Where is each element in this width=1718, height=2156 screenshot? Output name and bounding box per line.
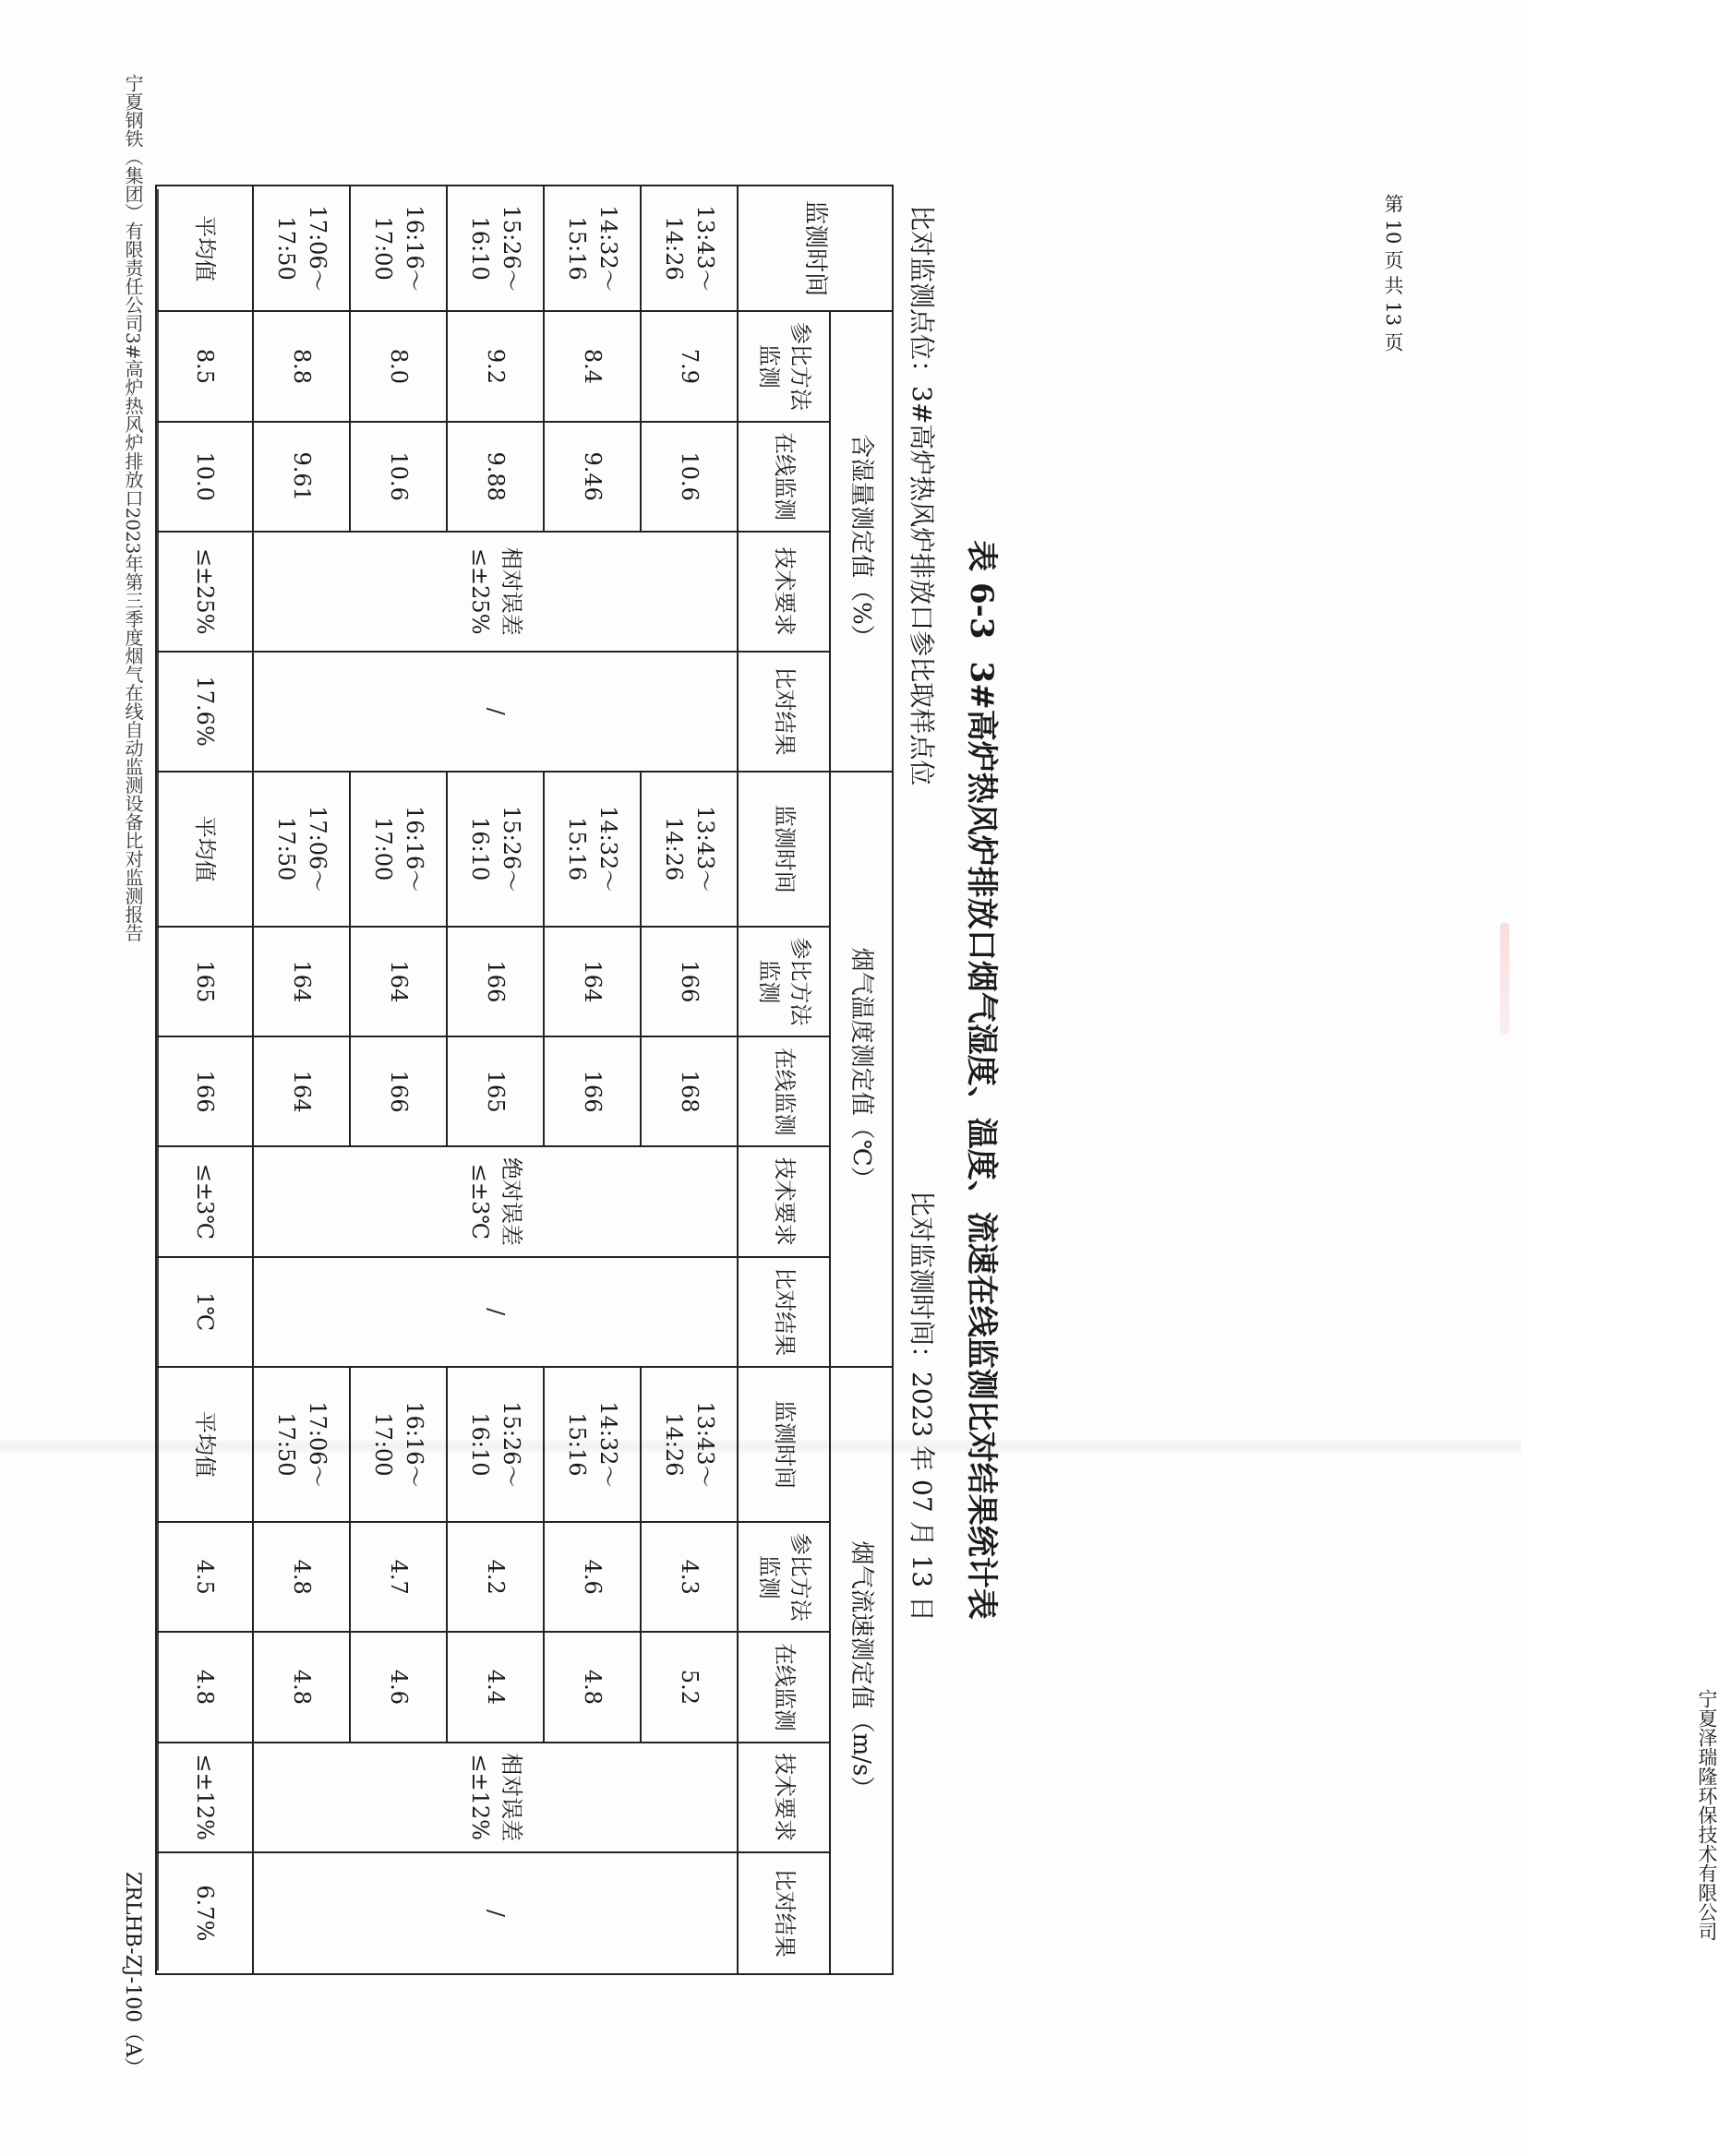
cell-time: 13:43～14:26 <box>641 186 738 311</box>
monitoring-date: 比对监测时间：2023 年 07 月 13 日 <box>907 1191 937 1623</box>
cell-v-online: 4.8 <box>544 1632 641 1742</box>
cell-m-ref: 8.4 <box>544 311 641 421</box>
monitoring-location: 比对监测点位：3#高炉热风炉排放口参比取样点位 <box>907 205 937 786</box>
cell-avg-m-online: 10.0 <box>156 422 253 532</box>
cell-time: 14:32～15:16 <box>544 186 641 311</box>
cell-avg-m-result: 17.6% <box>156 652 253 772</box>
cell-m-result: / <box>253 652 738 772</box>
caption-number: 表 6-3 <box>963 540 1000 640</box>
table-caption <box>949 185 1014 1975</box>
col-t-time: 监测时间 <box>738 772 830 927</box>
table-row <box>641 186 738 1974</box>
cell-t-time: 16:16～17:00 <box>350 772 447 927</box>
cell-t-online: 165 <box>447 1036 544 1146</box>
table-info <box>894 185 949 1975</box>
comparison-table <box>155 185 894 1975</box>
cell-avg-v-ref: 4.5 <box>156 1522 253 1632</box>
report-title: 宁夏钢铁（集团）有限责任公司3#高炉热风炉排放口2023年第三季度烟气在线自动监测设备比对监测报告 <box>122 74 144 942</box>
group-velocity: 烟气流速测定值（m/s） <box>830 1367 893 1974</box>
cell-t-online: 168 <box>641 1036 738 1146</box>
cell-m-ref: 8.8 <box>253 311 350 421</box>
col-v-online: 在线监测 <box>738 1632 830 1742</box>
cell-v-ref: 4.7 <box>350 1522 447 1632</box>
col-v-ref: 参比方法监测 <box>738 1522 830 1632</box>
cell-avg-t-result: 1℃ <box>156 1257 253 1367</box>
cell-time: 17:06～17:50 <box>253 186 350 311</box>
cell-t-online: 166 <box>544 1036 641 1146</box>
cell-m-ref: 9.2 <box>447 311 544 421</box>
cell-avg-t-req: ≤±3℃ <box>156 1146 253 1256</box>
col-t-online: 在线监测 <box>738 1036 830 1146</box>
cell-t-time: 17:06～17:50 <box>253 772 350 927</box>
cell-avg-m-ref: 8.5 <box>156 311 253 421</box>
cell-avg-t-online: 166 <box>156 1036 253 1146</box>
cell-v-time: 16:16～17:00 <box>350 1367 447 1522</box>
col-t-ref: 参比方法监测 <box>738 927 830 1036</box>
stamp-mark <box>1500 923 1509 1034</box>
col-m-result: 比对结果 <box>738 652 830 772</box>
col-m-req: 技术要求 <box>738 532 830 652</box>
cell-t-ref: 166 <box>641 927 738 1036</box>
table-row <box>544 186 641 1974</box>
cell-avg-t-ref: 165 <box>156 927 253 1036</box>
table-row <box>350 186 447 1974</box>
footer-page-number: 第 10 页 共 13 页 <box>1382 194 1404 352</box>
group-moisture: 含湿量测定值（%） <box>830 311 893 771</box>
cell-avg-v-result: 6.7% <box>156 1852 253 1974</box>
col-m-online: 在线监测 <box>738 422 830 532</box>
cell-m-online: 9.88 <box>447 422 544 532</box>
cell-v-time: 13:43～14:26 <box>641 1367 738 1522</box>
cell-avg-t-label: 平均值 <box>156 772 253 927</box>
cell-t-ref: 164 <box>253 927 350 1036</box>
cell-v-online: 4.6 <box>350 1632 447 1742</box>
cell-t-online: 164 <box>253 1036 350 1146</box>
cell-m-online: 10.6 <box>641 422 738 532</box>
cell-avg-v-req: ≤±12% <box>156 1743 253 1852</box>
cell-t-time: 13:43～14:26 <box>641 772 738 927</box>
cell-t-ref: 164 <box>544 927 641 1036</box>
cell-v-time: 17:06～17:50 <box>253 1367 350 1522</box>
cell-v-req: 相对误差≤±12% <box>253 1743 738 1852</box>
cell-v-online: 4.8 <box>253 1632 350 1742</box>
cell-v-time: 15:26～16:10 <box>447 1367 544 1522</box>
footer-company: 宁夏泽瑞隆环保技术有限公司 <box>1696 1689 1718 1941</box>
col-v-time: 监测时间 <box>738 1367 830 1522</box>
cell-t-ref: 166 <box>447 927 544 1036</box>
cell-v-ref: 4.8 <box>253 1522 350 1632</box>
cell-avg-m-req: ≤±25% <box>156 532 253 652</box>
col-v-req: 技术要求 <box>738 1743 830 1852</box>
cell-v-online: 4.4 <box>447 1632 544 1742</box>
cell-v-online: 5.2 <box>641 1632 738 1742</box>
cell-avg-v-online: 4.8 <box>156 1632 253 1742</box>
cell-v-ref: 4.3 <box>641 1522 738 1632</box>
caption-text: 3#高炉热风炉排放口烟气湿度、温度、流速在线监测比对结果统计表 <box>963 661 1000 1620</box>
cell-v-ref: 4.2 <box>447 1522 544 1632</box>
cell-time: 15:26～16:10 <box>447 186 544 311</box>
cell-time: 16:16～17:00 <box>350 186 447 311</box>
cell-t-ref: 164 <box>350 927 447 1036</box>
cell-avg-v-label: 平均值 <box>156 1367 253 1522</box>
table-row <box>447 186 544 1974</box>
col-m-ref: 参比方法监测 <box>738 311 830 421</box>
col-time: 监测时间 <box>738 186 893 311</box>
cell-v-time: 14:32～15:16 <box>544 1367 641 1522</box>
table-row <box>253 186 350 1974</box>
col-t-req: 技术要求 <box>738 1146 830 1256</box>
cell-t-time: 15:26～16:10 <box>447 772 544 927</box>
group-temperature: 烟气温度测定值（℃） <box>830 772 893 1367</box>
col-t-result: 比对结果 <box>738 1257 830 1367</box>
cell-m-ref: 8.0 <box>350 311 447 421</box>
cell-v-ref: 4.6 <box>544 1522 641 1632</box>
average-row <box>156 186 253 1974</box>
doc-code: ZRLHB-ZJ-100（A） <box>121 1872 144 2078</box>
cell-t-online: 166 <box>350 1036 447 1146</box>
cell-m-online: 9.61 <box>253 422 350 532</box>
col-v-result: 比对结果 <box>738 1852 830 1974</box>
cell-t-req: 绝对误差≤±3℃ <box>253 1146 738 1256</box>
cell-avg-label: 平均值 <box>156 186 253 311</box>
cell-v-result: / <box>253 1852 738 1974</box>
cell-m-ref: 7.9 <box>641 311 738 421</box>
cell-t-time: 14:32～15:16 <box>544 772 641 927</box>
cell-m-online: 9.46 <box>544 422 641 532</box>
cell-m-online: 10.6 <box>350 422 447 532</box>
cell-m-req: 相对误差≤±25% <box>253 532 738 652</box>
cell-t-result: / <box>253 1257 738 1367</box>
rotated-table-block <box>192 185 1014 1975</box>
